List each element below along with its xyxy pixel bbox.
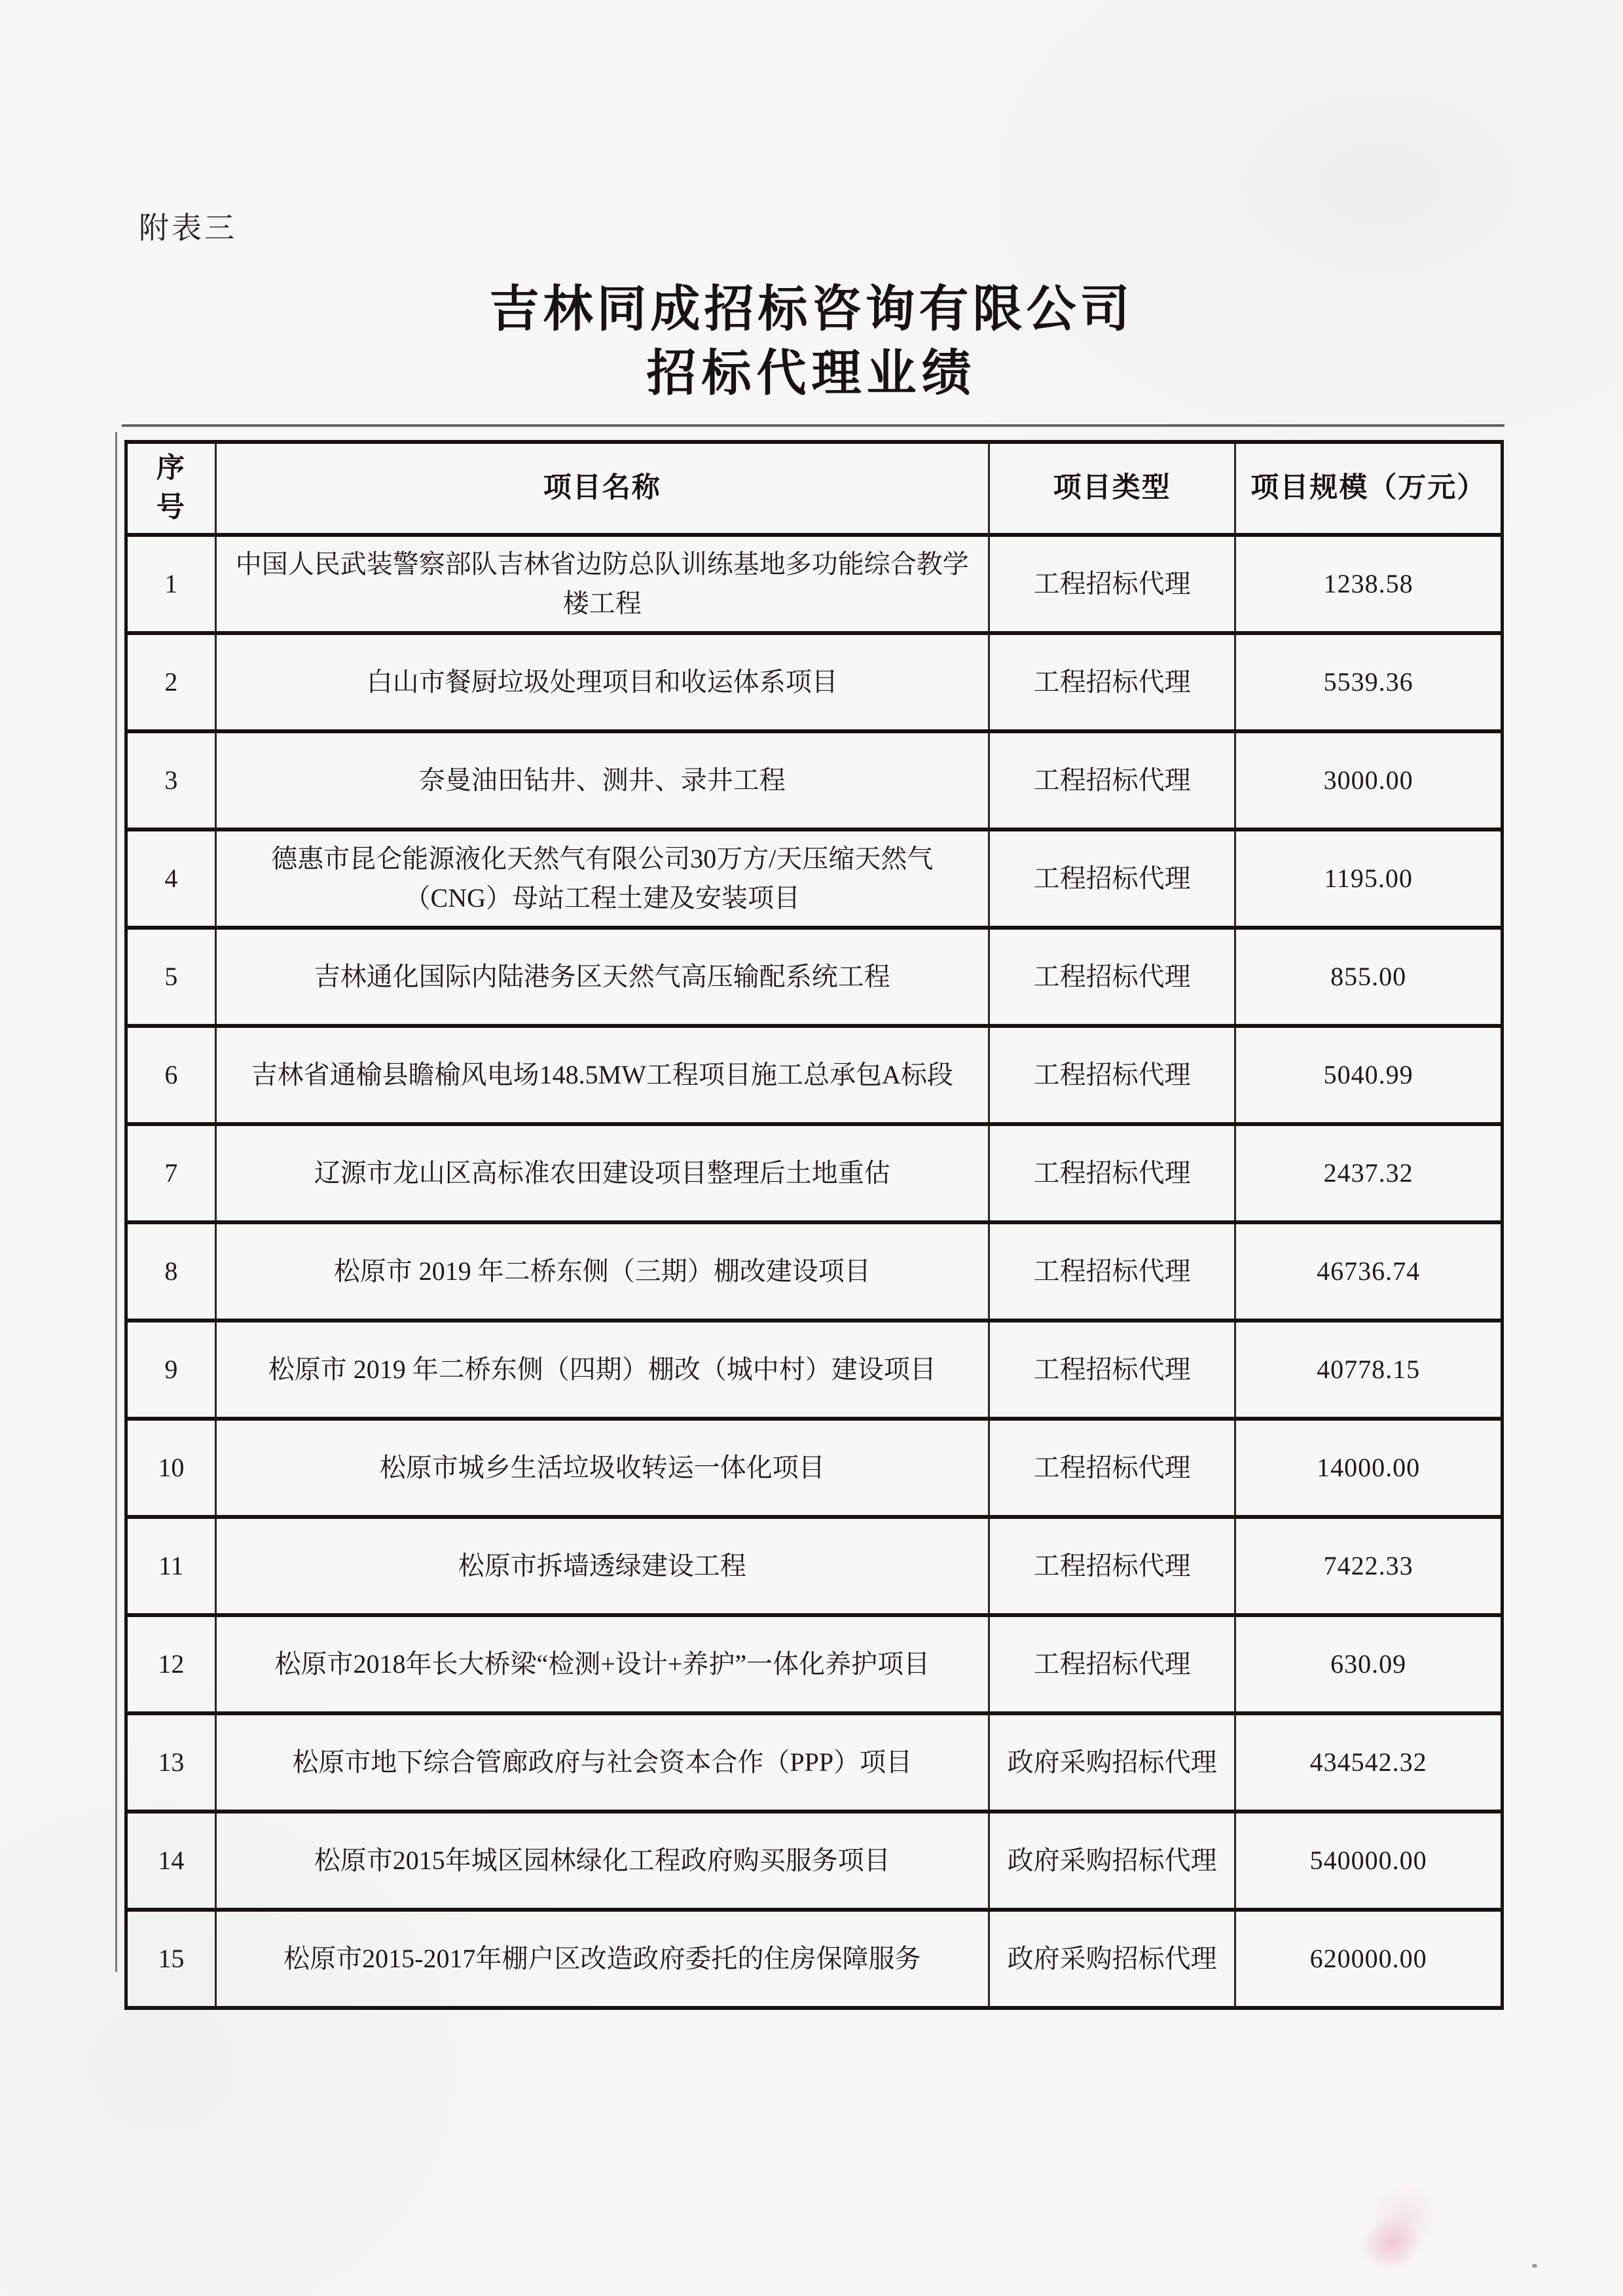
cell-project-type: 工程招标代理 (989, 1321, 1235, 1419)
cell-project-name: 辽源市龙山区高标准农田建设项目整理后土地重估 (215, 1124, 989, 1222)
cell-project-type: 工程招标代理 (989, 731, 1235, 829)
cell-project-type: 工程招标代理 (989, 1419, 1235, 1517)
table-row (126, 1419, 1503, 1517)
cell-serial-number: 3 (126, 731, 216, 829)
cell-project-type: 政府采购招标代理 (989, 1910, 1235, 2008)
cell-project-name: 松原市 2019 年二桥东侧（三期）棚改建设项目 (215, 1222, 989, 1321)
table-row (126, 1222, 1503, 1321)
cell-project-scale: 5539.36 (1235, 633, 1503, 731)
cell-project-scale: 5040.99 (1235, 1026, 1503, 1124)
cell-project-type: 工程招标代理 (989, 928, 1235, 1026)
cell-serial-number: 8 (126, 1222, 216, 1321)
cell-project-scale: 1238.58 (1235, 535, 1503, 633)
cell-project-type: 工程招标代理 (989, 1026, 1235, 1124)
cell-serial-number: 14 (126, 1812, 216, 1910)
cell-project-scale: 7422.33 (1235, 1517, 1503, 1615)
cell-project-scale: 630.09 (1235, 1615, 1503, 1713)
cell-serial-number: 15 (126, 1910, 216, 2008)
cell-serial-number: 9 (126, 1321, 216, 1419)
cell-project-type: 政府采购招标代理 (989, 1812, 1235, 1910)
table-row (126, 1910, 1503, 2008)
cell-project-type: 工程招标代理 (989, 1222, 1235, 1321)
cell-project-scale: 14000.00 (1235, 1419, 1503, 1517)
cell-serial-number: 2 (126, 633, 216, 731)
header-project-name: 项目名称 (215, 442, 989, 535)
cell-serial-number: 11 (126, 1517, 216, 1615)
header-project-scale: 项目规模（万元） (1235, 442, 1503, 535)
cell-project-name: 松原市2018年长大桥梁“检测+设计+养护”一体化养护项目 (215, 1615, 989, 1713)
cell-project-type: 工程招标代理 (989, 633, 1235, 731)
table-row (126, 535, 1503, 633)
table-row (126, 731, 1503, 829)
cell-project-type: 工程招标代理 (989, 1124, 1235, 1222)
bidding-performance-table (124, 440, 1504, 2010)
cell-project-name: 松原市2015-2017年棚户区改造政府委托的住房保障服务 (215, 1910, 989, 2008)
cell-project-scale: 3000.00 (1235, 731, 1503, 829)
cell-serial-number: 1 (126, 535, 216, 633)
cell-project-name: 松原市拆墙透绿建设工程 (215, 1517, 989, 1615)
document-title-company: 吉林同成招标咨询有限公司 (489, 282, 1134, 337)
table-row (126, 1812, 1503, 1910)
cell-project-type: 工程招标代理 (989, 535, 1235, 633)
cell-project-type: 政府采购招标代理 (989, 1713, 1235, 1812)
cell-project-scale: 620000.00 (1235, 1910, 1503, 2008)
table-row (126, 829, 1503, 928)
cell-project-type: 工程招标代理 (989, 829, 1235, 928)
cell-project-type: 工程招标代理 (989, 1615, 1235, 1713)
cell-serial-number: 6 (126, 1026, 216, 1124)
scan-speck (1532, 2264, 1537, 2268)
table-header-row (126, 442, 1503, 535)
header-serial-number: 序号 (126, 442, 216, 535)
cell-project-name: 松原市 2019 年二桥东侧（四期）棚改（城中村）建设项目 (215, 1321, 989, 1419)
cell-project-scale: 2437.32 (1235, 1124, 1503, 1222)
document-title (0, 278, 1623, 406)
cell-project-scale: 40778.15 (1235, 1321, 1503, 1419)
table-row (126, 1615, 1503, 1713)
table-row (126, 1517, 1503, 1615)
cell-project-name: 松原市城乡生活垃圾收转运一体化项目 (215, 1419, 989, 1517)
table-row (126, 928, 1503, 1026)
cell-project-name: 松原市地下综合管廊政府与社会资本合作（PPP）项目 (215, 1713, 989, 1812)
cell-project-type: 工程招标代理 (989, 1517, 1235, 1615)
cell-project-scale: 540000.00 (1235, 1812, 1503, 1910)
cell-serial-number: 4 (126, 829, 216, 928)
document-title-subject: 招标代理业绩 (646, 346, 977, 401)
table-row (126, 633, 1503, 731)
cell-serial-number: 13 (126, 1713, 216, 1812)
attachment-label: 附表三 (139, 211, 237, 245)
cell-serial-number: 10 (126, 1419, 216, 1517)
cell-project-name: 白山市餐厨垃圾处理项目和收运体系项目 (215, 633, 989, 731)
cell-project-name: 奈曼油田钻井、测井、录井工程 (215, 731, 989, 829)
table-row (126, 1321, 1503, 1419)
cell-project-name: 德惠市昆仑能源液化天然气有限公司30万方/天压缩天然气（CNG）母站工程土建及安装项目 (215, 829, 989, 928)
cell-project-scale: 1195.00 (1235, 829, 1503, 928)
cell-project-scale: 855.00 (1235, 928, 1503, 1026)
cell-serial-number: 7 (126, 1124, 216, 1222)
pink-stamp-smudge (1338, 2165, 1461, 2283)
table-row (126, 1713, 1503, 1812)
cell-project-scale: 434542.32 (1235, 1713, 1503, 1812)
scan-ghost-line-top (122, 424, 1504, 427)
cell-project-name: 松原市2015年城区园林绿化工程政府购买服务项目 (215, 1812, 989, 1910)
cell-project-name: 吉林通化国际内陆港务区天然气高压输配系统工程 (215, 928, 989, 1026)
cell-project-scale: 46736.74 (1235, 1222, 1503, 1321)
table-row (126, 1026, 1503, 1124)
cell-project-name: 吉林省通榆县瞻榆风电场148.5MW工程项目施工总承包A标段 (215, 1026, 989, 1124)
cell-project-name: 中国人民武装警察部队吉林省边防总队训练基地多功能综合教学楼工程 (215, 535, 989, 633)
cell-serial-number: 12 (126, 1615, 216, 1713)
table-row (126, 1124, 1503, 1222)
header-project-type: 项目类型 (989, 442, 1235, 535)
scan-ghost-line-left (115, 432, 117, 1972)
cell-serial-number: 5 (126, 928, 216, 1026)
